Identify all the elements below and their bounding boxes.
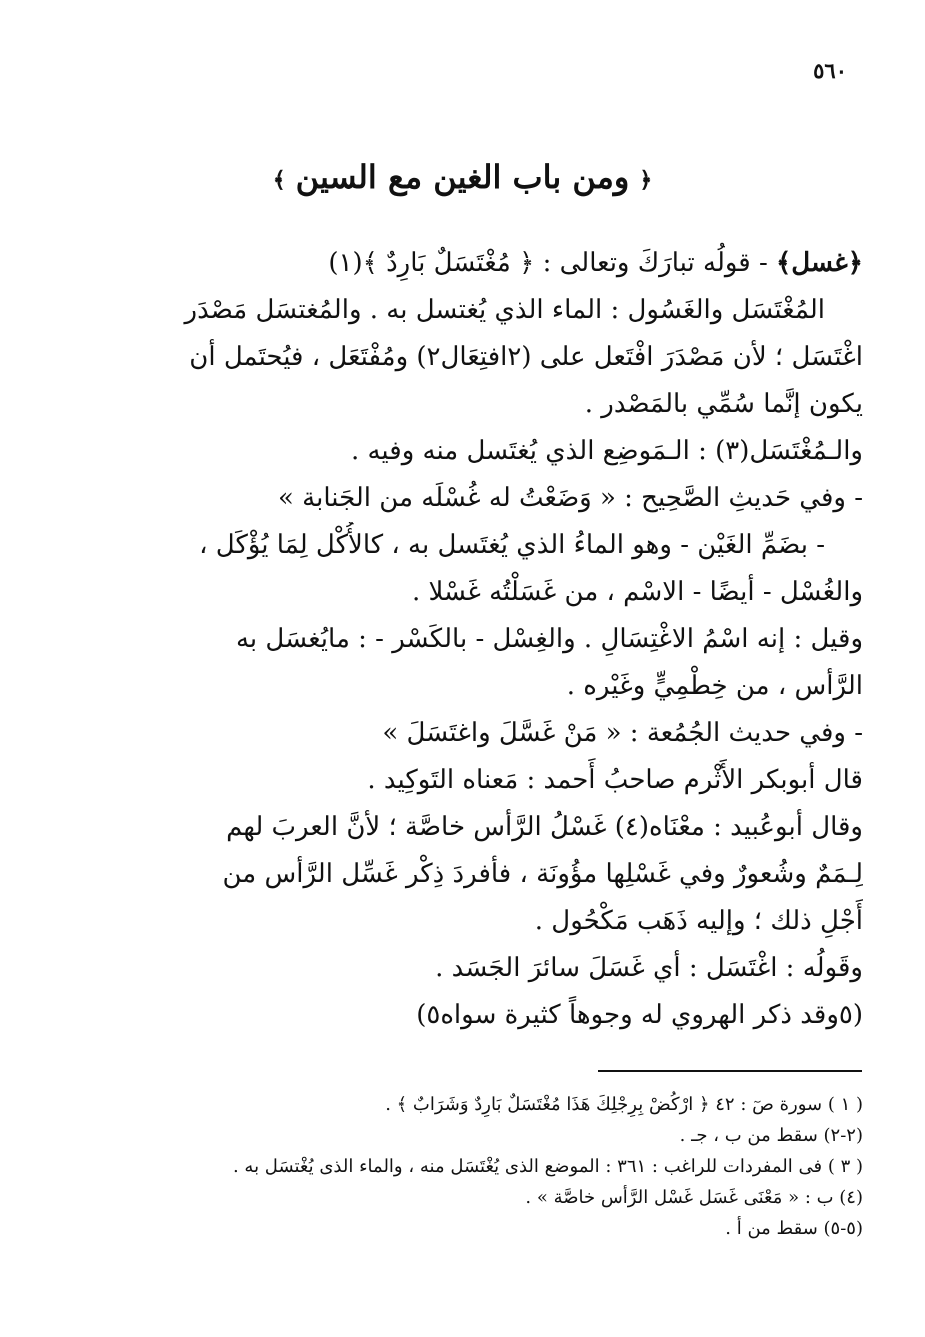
text-line: والـمُغْتَسَل(٣) : الـمَوضِع الذي يُغتَسل منه وفيه . [350, 436, 863, 466]
footnote: ( ١ ) سورة صٓ : ٤٢ ﴿ ارْكُضْ بِرِجْلِكَ هَذَا مُغْتَسَلٌ بَارِدٌ وَشَرَابٌ ﴾ . [385, 1094, 863, 1115]
text-line: اغْتَسَل ؛ لأن مَصْدَرَ افْتَعل على (٢افتِعَال٢) ومُفْتَعَل ، فيُحتَمل أن [189, 342, 863, 372]
text-line: والغُسْل - أيضًا - الاسْم ، من غَسَلْتُه غَسْلا . [411, 577, 863, 607]
page-number: ٥٦٠ [813, 58, 847, 83]
chapter-title-text: ومن باب الغين مع السين [295, 158, 630, 196]
footnote-divider [598, 1070, 862, 1072]
title-ornament-close: ﴾ [272, 166, 286, 193]
text-line: - بضَمِّ الغَيْن - وهو الماءُ الذي يُغتَسل به ، كالأُكْل لِمَا يُؤْكَل ، [199, 530, 825, 560]
text-line-entry [105, 240, 863, 287]
main-text [105, 240, 863, 1039]
text-line: - وفي حديث الجُمُعة : « مَنْ غَسَّلَ واغتَسَلَ » [382, 718, 863, 748]
text-line: وقَولُه : اغْتَسَل : أي غَسَلَ سائرَ الجَسَد . [435, 953, 863, 983]
text-line: يكون إنَّما سُمِّي بالمَصْدر . [584, 389, 863, 419]
entry-headword: ﴿غسل﴾ [776, 248, 863, 278]
text-line: أَجْلِ ذلك ؛ وإليه ذَهَب مَكْحُول . [534, 906, 863, 936]
footnote: (٢-٢) سقط من ب ، جـ . [679, 1125, 863, 1146]
text-line: (٥وقد ذكر الهروي له وجوهاً كثيرة سواه٥) [416, 1000, 863, 1030]
footnotes [105, 1089, 863, 1244]
title-ornament-open: ﴿ [639, 166, 653, 193]
chapter-title [0, 158, 925, 196]
text-line: وقال أبوعُبيد : معْنَاه(٤) غَسْلُ الرَّأس خاصَّة ؛ لأنَّ العربَ لهم [226, 812, 863, 842]
footnote: ( ٣ ) فى المفردات للراغب : ٣٦١ : الموضع الذى يُغْتَسَل منه ، والماء الذى يُغْتسَل به . [232, 1156, 863, 1177]
entry-line-text: - قولُه تبارَكَ وتعالى : ﴿ مُغْتَسَلٌ بَارِدٌ ﴾(١) [328, 248, 777, 278]
text-line: وقيل : إنه اسْمُ الاغْتِسَالِ . والغِسْل - بالكَسْر - : مايُغسَل به [235, 624, 863, 654]
text-line: المُغْتَسَل والغَسُول : الماء الذي يُغتسل به . والمُغتسَل مَصْدَر [184, 295, 825, 325]
text-line: لِـمَمٌ وشُعورٌ وفي غَسْلِها مؤُونَة ، فأفردَ ذِكْر غَسِّل الرَّأس من [222, 859, 863, 889]
text-line: - وفي حَديثِ الصَّحِيح : « وَضَعْتُ له غُسْلَه من الجَنابة » [277, 483, 863, 513]
text-line: قال أبوبكر الأَثْرم صاحبُ أَحمد : مَعناه التَوكِيد . [367, 765, 863, 795]
text-line: الرَّأس ، من خِطْمِيٍّ وغَيْره . [566, 671, 863, 701]
footnote: (٤) ب : « مَعْنَى غَسَل غَسْل الرَّأس خاصَّة » . [525, 1187, 863, 1208]
footnote: (٥-٥) سقط من أ . [725, 1218, 863, 1239]
